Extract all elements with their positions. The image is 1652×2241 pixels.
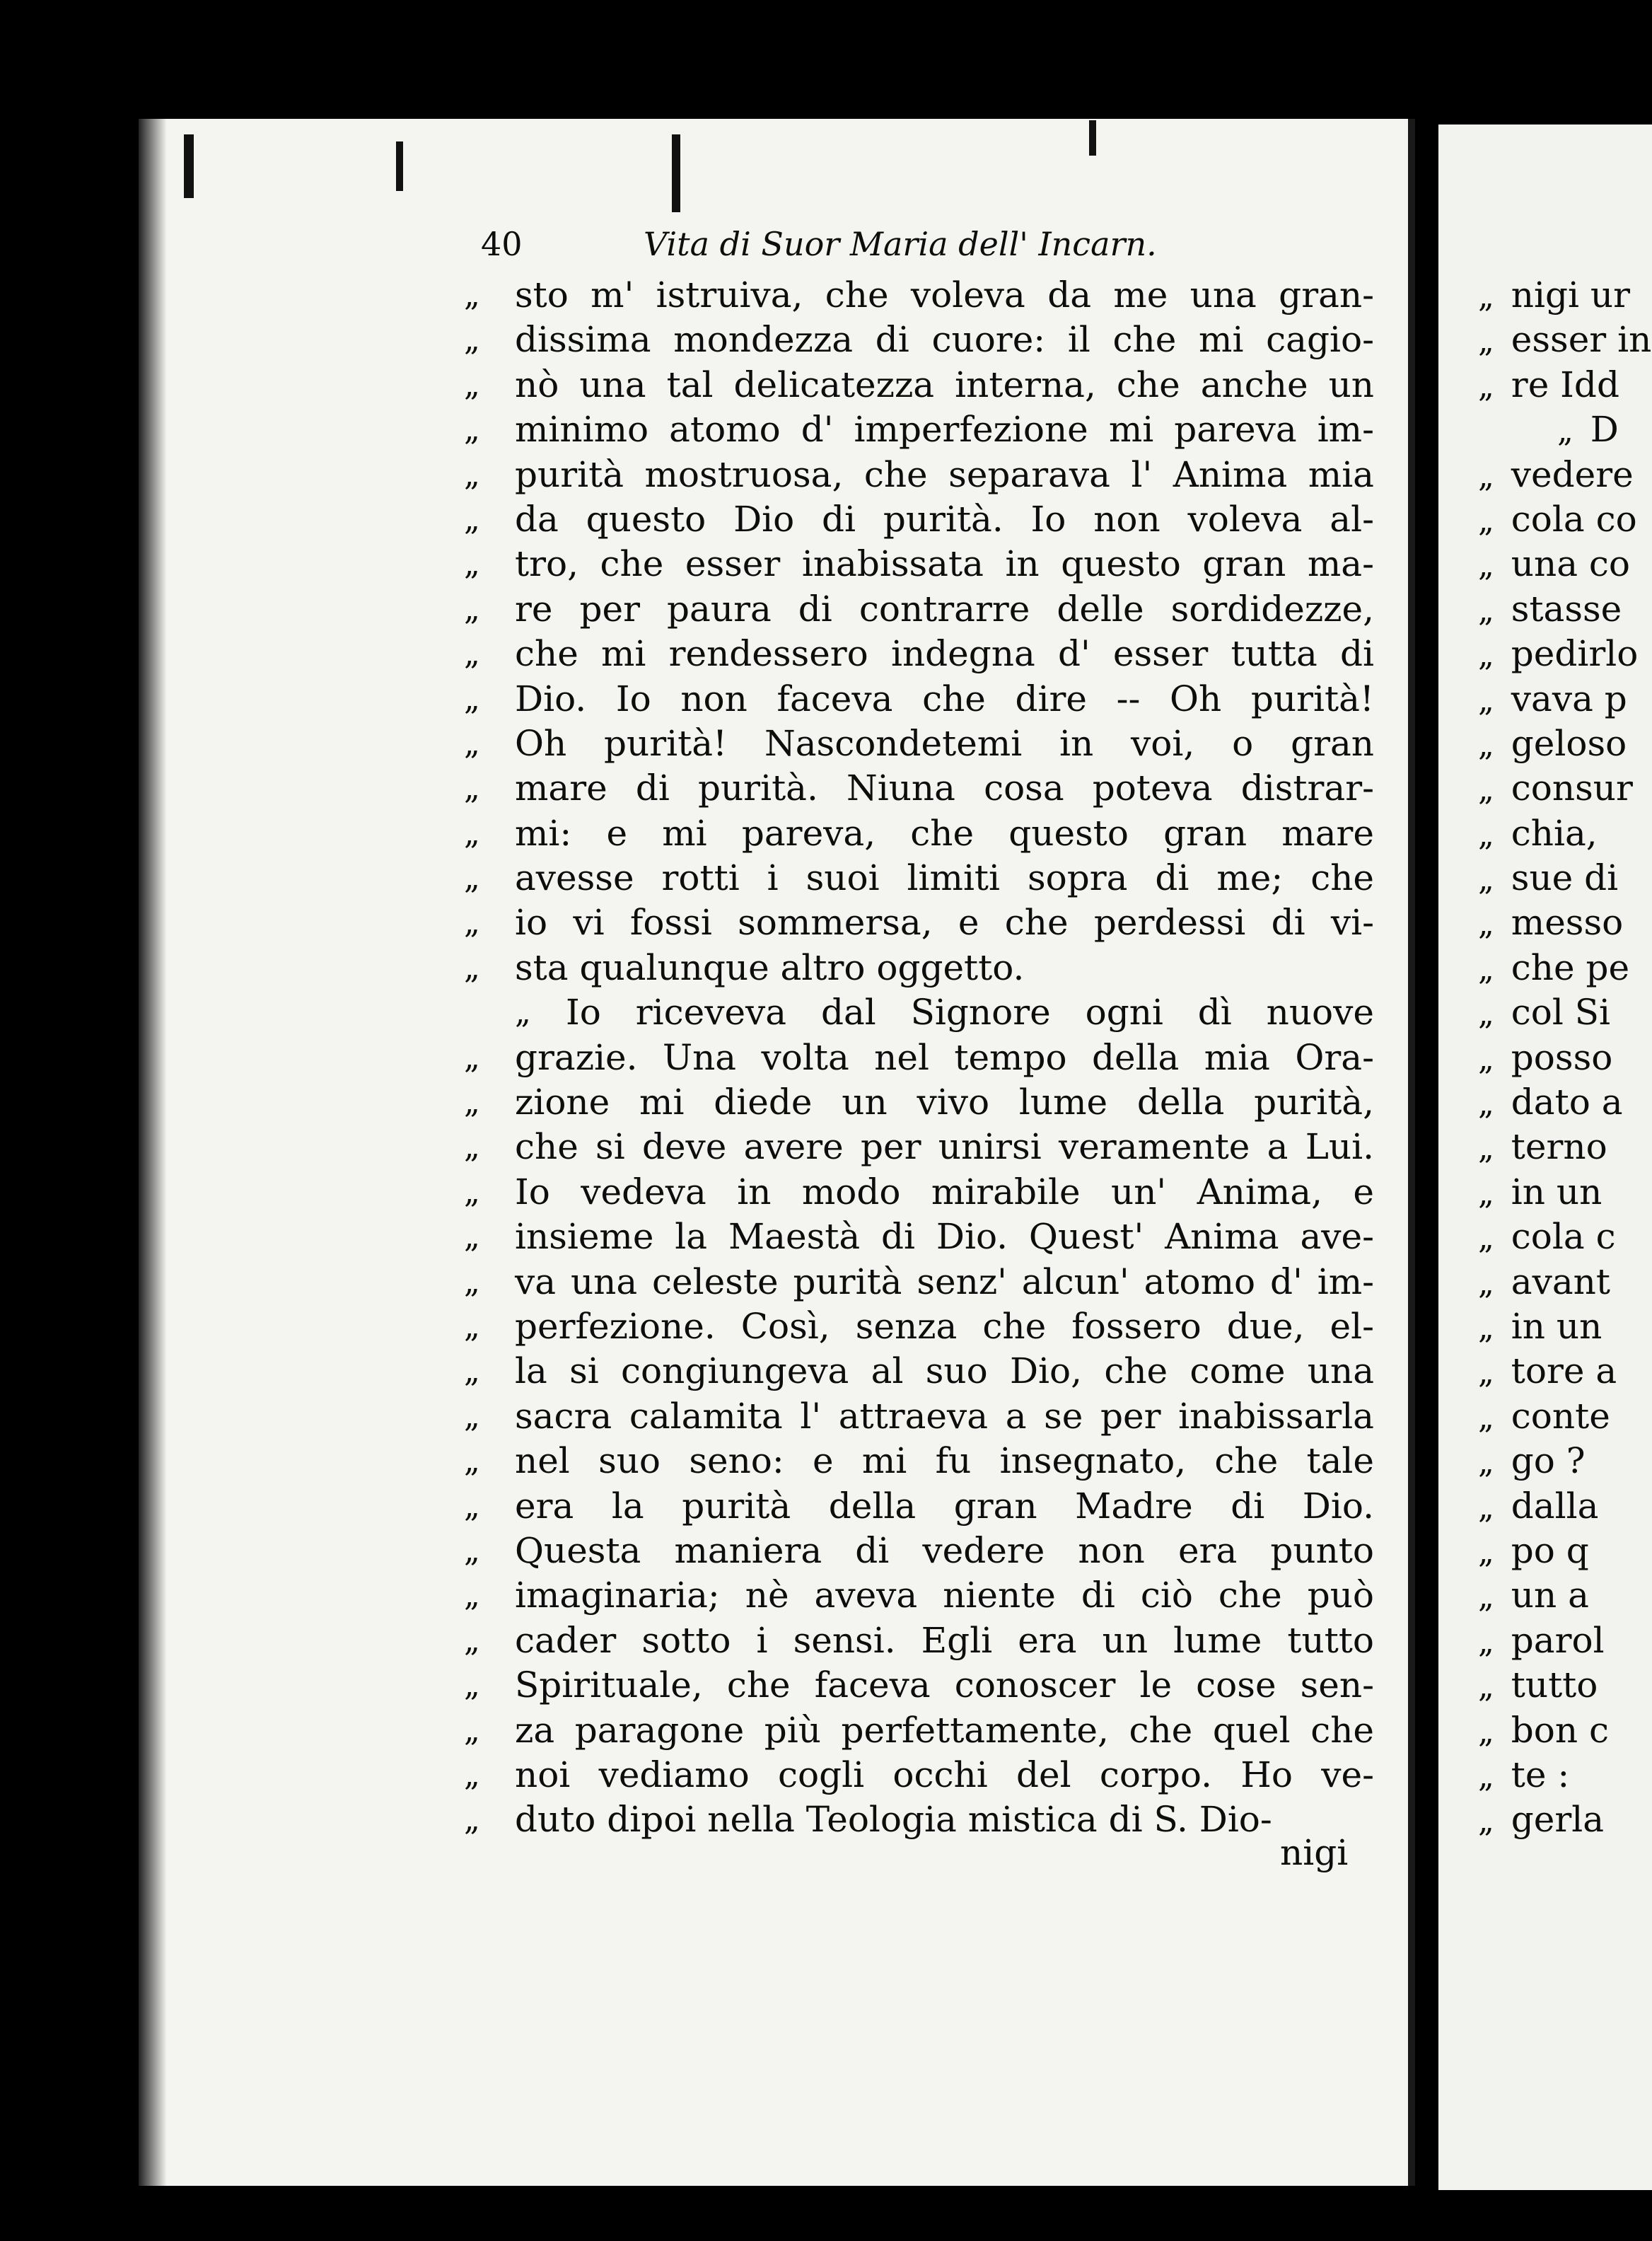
quote-mark: „ (464, 591, 480, 627)
line-text: posso (1511, 1036, 1613, 1078)
right-text-line (1478, 318, 1652, 362)
page-number: 40 (481, 225, 523, 263)
quote-mark: „ (464, 322, 480, 359)
line-text: D (1590, 409, 1619, 451)
right-text-line (1478, 363, 1652, 407)
line-text: tore a (1511, 1350, 1617, 1392)
line-text: insieme la Maestà di Dio. Quest' Anima ave- (515, 1216, 1374, 1258)
line-text: zione mi diede un vivo lume della purità, (515, 1082, 1374, 1123)
quote-mark: „ (1478, 458, 1494, 494)
text-line (464, 407, 1374, 452)
right-text-line (1478, 1170, 1652, 1215)
line-text: Io vedeva in modo mirabile un' Anima, e (515, 1171, 1374, 1212)
quote-mark: „ (464, 1712, 480, 1749)
ink-speckle (184, 134, 194, 198)
line-text: bon c (1511, 1709, 1610, 1751)
right-text-line (1478, 407, 1652, 452)
text-line (464, 1125, 1374, 1169)
line-text: dalla (1511, 1485, 1599, 1527)
text-line (464, 677, 1374, 722)
right-text-line (1478, 1260, 1652, 1304)
quote-mark: „ (1478, 1803, 1494, 1840)
quote-mark: „ (464, 546, 480, 583)
quote-mark: „ (464, 1398, 480, 1435)
quote-mark: „ (1478, 951, 1494, 988)
line-text: vava p (1511, 678, 1627, 719)
quote-mark: „ (464, 770, 480, 807)
line-text: che si deve avere per unirsi veramente a Lui. (515, 1126, 1374, 1168)
text-line (464, 856, 1374, 901)
text-line (464, 722, 1374, 766)
line-text: po q (1511, 1529, 1589, 1571)
quote-mark: „ (1478, 1175, 1494, 1212)
quote-mark: „ (1478, 1444, 1494, 1481)
right-text-line (1478, 1484, 1652, 1529)
line-text: la si congiungeva al suo Dio, che come una (515, 1350, 1374, 1392)
line-text: purità mostruosa, che separava l' Anima mia (515, 453, 1374, 495)
line-text: avant (1511, 1261, 1610, 1302)
line-text: geloso (1511, 722, 1627, 764)
catchword: nigi (1280, 1832, 1349, 1873)
quote-mark: „ (464, 905, 480, 942)
quote-mark: „ (1478, 862, 1494, 898)
line-text: minimo atomo d' imperfezione mi pareva im- (515, 409, 1374, 451)
line-text: sto m' istruiva, che voleva da me una gran- (515, 274, 1374, 315)
line-text: era la purità della gran Madre di Dio. (515, 1485, 1374, 1527)
right-text-line (1478, 1439, 1652, 1483)
quote-mark: „ (464, 1756, 480, 1793)
line-text: te : (1511, 1754, 1570, 1795)
right-text-line (1478, 1349, 1652, 1394)
line-text: vedere (1511, 453, 1634, 495)
line-text: nò una tal delicatezza interna, che anche un (515, 364, 1374, 405)
line-text: mi: e mi pareva, che questo gran mare (515, 812, 1374, 854)
line-text: io vi fossi sommersa, e che perdessi di vi- (515, 902, 1374, 944)
quote-mark: „ (464, 815, 480, 852)
line-text: cola c (1511, 1216, 1616, 1258)
right-text-line (1478, 1036, 1652, 1080)
text-line (464, 1753, 1374, 1797)
quote-mark: „ (464, 1802, 480, 1838)
quote-mark: „ (464, 277, 480, 313)
right-text-line (1478, 1618, 1652, 1663)
right-text-line (1478, 811, 1652, 856)
right-text-line (1478, 1394, 1652, 1439)
right-page-text (1478, 273, 1652, 1843)
line-text: una co (1511, 543, 1631, 585)
quote-mark: „ (1478, 1130, 1494, 1167)
line-text: re per paura di contrarre delle sordidezze, (515, 588, 1374, 630)
quote-mark: „ (464, 1443, 480, 1480)
text-line (464, 1484, 1374, 1529)
line-text: tro, che esser inabissata in questo gran ma- (515, 543, 1374, 585)
text-line (464, 542, 1374, 586)
text-line (464, 1663, 1374, 1708)
quote-mark: „ (1478, 1534, 1494, 1570)
text-line (464, 946, 1374, 990)
text-line (464, 1349, 1374, 1394)
quote-mark: „ (464, 1622, 480, 1659)
quote-mark: „ (464, 860, 480, 897)
text-line (464, 1215, 1374, 1259)
quote-mark: „ (464, 1174, 480, 1210)
line-text: esser in (1511, 319, 1652, 361)
quote-mark: „ (464, 1084, 480, 1121)
text-line (464, 1170, 1374, 1215)
running-title: Vita di Suor Maria dell' Incarn. (644, 225, 1157, 263)
text-line (464, 901, 1374, 945)
quote-mark: „ (464, 725, 480, 762)
quote-mark: „ (1478, 279, 1494, 315)
text-line (464, 318, 1374, 362)
text-line (464, 766, 1374, 811)
quote-mark: „ (464, 1263, 480, 1300)
line-text: Questa maniera di vedere non era punto (515, 1529, 1374, 1571)
line-text: parol (1511, 1619, 1605, 1661)
right-text-line (1478, 497, 1652, 542)
right-text-line (1478, 946, 1652, 990)
quote-mark: „ (464, 1039, 480, 1076)
line-text: che pe (1511, 946, 1630, 988)
quote-mark: „ (464, 1667, 480, 1704)
right-text-line (1478, 901, 1652, 945)
text-line (515, 990, 1374, 1035)
right-text-line (1478, 990, 1652, 1035)
text-line (464, 1036, 1374, 1080)
line-text: imaginaria; nè aveva niente di ciò che può (515, 1575, 1374, 1616)
text-line (464, 497, 1374, 542)
line-text: noi vediamo cogli occhi del corpo. Ho ve- (515, 1754, 1374, 1795)
line-text: Oh purità! Nascondetemi in voi, o gran (515, 722, 1374, 764)
line-text: dissima mondezza di cuore: il che mi cagio- (515, 319, 1374, 361)
line-text: consur (1511, 768, 1633, 809)
line-text: Dio. Io non faceva che dire -- Oh purità! (515, 678, 1374, 719)
right-text-line (1478, 1529, 1652, 1573)
line-text: Io riceveva dal Signore ogni dì nuove (566, 992, 1374, 1033)
text-line (464, 1304, 1374, 1349)
line-text: chia, (1511, 812, 1598, 854)
text-line (464, 811, 1374, 856)
quote-mark: „ (464, 681, 480, 717)
line-text: dato a (1511, 1082, 1623, 1123)
left-page-text (464, 273, 1374, 1843)
line-text: grazie. Una volta nel tempo della mia Ora- (515, 1036, 1374, 1078)
right-text-line (1478, 1753, 1652, 1797)
right-text-line (1478, 273, 1652, 318)
quote-mark: „ (1478, 502, 1494, 539)
line-text: pedirlo (1511, 633, 1639, 675)
line-text: re Idd (1511, 364, 1619, 405)
quote-mark: „ (464, 1353, 480, 1390)
quote-mark: „ (464, 1129, 480, 1166)
quote-mark: „ (1478, 726, 1494, 763)
text-line (464, 1260, 1374, 1304)
text-line (464, 273, 1374, 318)
quote-mark: „ (1478, 548, 1494, 584)
line-text: perfezione. Così, senza che fossero due, el- (515, 1305, 1374, 1347)
line-text: sue di (1511, 857, 1619, 899)
right-text-line (1478, 766, 1652, 811)
line-text: go ? (1511, 1440, 1586, 1482)
text-line (464, 632, 1374, 676)
quote-mark: „ (1478, 996, 1494, 1033)
quote-mark: „ (1478, 1399, 1494, 1436)
right-text-line (1478, 1304, 1652, 1349)
quote-mark: „ (1478, 1713, 1494, 1750)
right-text-line (1478, 722, 1652, 766)
quote-mark: „ (464, 366, 480, 403)
line-text: conte (1511, 1395, 1610, 1437)
line-text: nel suo seno: e mi fu insegnato, che tale (515, 1440, 1374, 1482)
quote-mark: „ (515, 995, 531, 1031)
quote-mark: „ (1478, 1309, 1494, 1346)
quote-mark: „ (1478, 1669, 1494, 1706)
quote-mark: „ (464, 456, 480, 493)
quote-mark: „ (1557, 413, 1574, 450)
ink-speckle (1089, 120, 1096, 156)
right-text-line (1478, 1797, 1652, 1842)
quote-mark: „ (1478, 368, 1494, 405)
quote-mark: „ (464, 412, 480, 448)
right-text-line (1478, 1215, 1652, 1259)
text-line (464, 1080, 1374, 1125)
line-text: gerla (1511, 1799, 1605, 1841)
line-text: za paragone più perfettamente, che quel che (515, 1709, 1374, 1751)
line-text: in un (1511, 1305, 1602, 1347)
line-text: messo (1511, 902, 1624, 944)
line-text: un a (1511, 1575, 1589, 1616)
right-text-line (1478, 1573, 1652, 1618)
line-text: cola co (1511, 498, 1637, 540)
line-text: cader sotto i sensi. Egli era un lume tutto (515, 1619, 1374, 1661)
quote-mark: „ (1478, 1579, 1494, 1616)
text-line (464, 1529, 1374, 1573)
quote-mark: „ (1478, 816, 1494, 853)
quote-mark: „ (464, 1577, 480, 1614)
line-text: che mi rendessero indegna d' esser tutta di (515, 633, 1374, 675)
quote-mark: „ (1478, 1355, 1494, 1391)
quote-mark: „ (1478, 1758, 1494, 1795)
text-line (464, 1439, 1374, 1483)
right-text-line (1478, 1125, 1652, 1169)
ink-speckle (672, 134, 680, 212)
right-text-line (1478, 1080, 1652, 1125)
right-text-line (1478, 1708, 1652, 1753)
line-text: Spirituale, che faceva conoscer le cose sen- (515, 1664, 1374, 1706)
text-line (464, 1394, 1374, 1439)
quote-mark: „ (1478, 682, 1494, 719)
line-text: da questo Dio di purità. Io non voleva al- (515, 498, 1374, 540)
quote-mark: „ (464, 501, 480, 538)
line-text: nigi ur (1511, 274, 1630, 315)
right-text-line (1478, 542, 1652, 586)
line-text: avesse rotti i suoi limiti sopra di me; che (515, 857, 1374, 899)
ink-speckle (396, 141, 403, 191)
right-text-line (1478, 453, 1652, 497)
quote-mark: „ (1478, 772, 1494, 809)
quote-mark: „ (1478, 1220, 1494, 1257)
quote-mark: „ (1478, 1623, 1494, 1660)
quote-mark: „ (1478, 906, 1494, 943)
quote-mark: „ (1478, 637, 1494, 674)
right-text-line (1478, 856, 1652, 901)
quote-mark: „ (464, 1488, 480, 1524)
right-text-line (1478, 677, 1652, 722)
quote-mark: „ (1478, 323, 1494, 360)
text-line (464, 1797, 1374, 1842)
quote-mark: „ (464, 1308, 480, 1345)
line-text: sta qualunque altro oggetto. (515, 946, 1025, 988)
right-text-line (1478, 587, 1652, 632)
quote-mark: „ (1478, 1041, 1494, 1077)
text-line (464, 1573, 1374, 1618)
text-line (464, 453, 1374, 497)
quote-mark: „ (464, 636, 480, 673)
right-text-line (1478, 1663, 1652, 1708)
quote-mark: „ (1478, 1265, 1494, 1302)
line-text: duto dipoi nella Teologia mistica di S. Dio- (515, 1799, 1272, 1841)
text-line (464, 363, 1374, 407)
line-text: in un (1511, 1171, 1602, 1212)
line-text: tutto (1511, 1664, 1598, 1706)
line-text: va una celeste purità senz' alcun' atomo d' im- (515, 1261, 1374, 1302)
line-text: stasse (1511, 588, 1622, 630)
text-line (464, 587, 1374, 632)
text-line (464, 1708, 1374, 1753)
text-line (464, 1618, 1374, 1663)
right-text-line (1478, 632, 1652, 676)
page-edge-shadow (139, 119, 167, 2186)
line-text: mare di purità. Niuna cosa poteva distrar- (515, 768, 1374, 809)
quote-mark: „ (464, 1219, 480, 1256)
line-text: sacra calamita l' attraeva a se per inabissarla (515, 1395, 1374, 1437)
line-text: col Si (1511, 992, 1611, 1033)
quote-mark: „ (1478, 1086, 1494, 1123)
quote-mark: „ (464, 1532, 480, 1569)
quote-mark: „ (1478, 592, 1494, 629)
quote-mark: „ (464, 949, 480, 986)
quote-mark: „ (1478, 1489, 1494, 1526)
line-text: terno (1511, 1126, 1607, 1168)
